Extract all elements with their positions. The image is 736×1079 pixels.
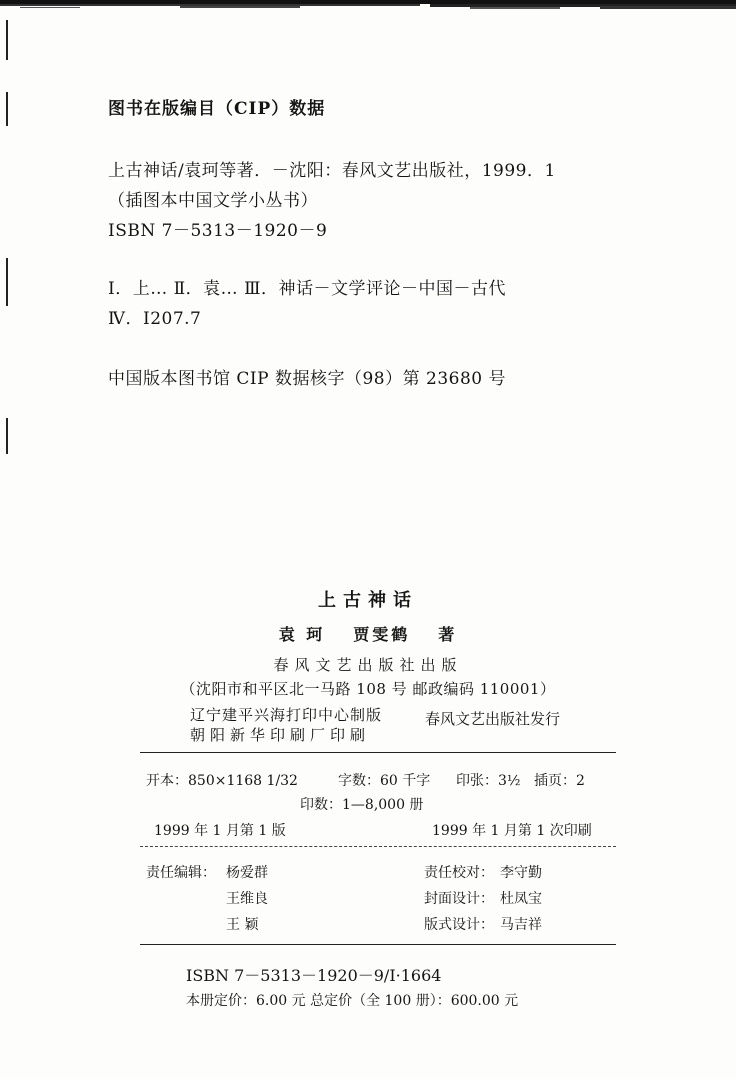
cip-series-line: （插图本中国文学小丛书） [108, 191, 318, 211]
proofreader-label: 责任校对： [424, 865, 494, 881]
scan-edge-mark [6, 258, 8, 306]
cover-designer-name: 杜凤宝 [500, 891, 542, 907]
scan-edge-mark [6, 20, 8, 60]
scan-edge-artifact [0, 0, 736, 16]
distributor-line: 春风文艺出版社发行 [425, 710, 561, 728]
cip-isbn-line: ISBN 7－5313－1920－9 [108, 221, 328, 241]
cover-designer-label: 封面设计： [424, 891, 494, 907]
cip-subject-line: Ⅰ．上… Ⅱ．袁… Ⅲ．神话－文学评论－中国－古代 [108, 279, 506, 299]
footer-price: 本册定价：6.00 元 总定价（全 100 册）：600.00 元 [186, 993, 519, 1009]
divider-rule [140, 846, 616, 847]
spec-print-run: 印数：1—8,000 册 [300, 797, 424, 813]
editor-name: 王 颖 [226, 917, 259, 933]
footer-isbn: ISBN 7－5313－1920－9/I·1664 [186, 966, 442, 985]
layout-designer-label: 版式设计： [424, 917, 494, 933]
scan-edge-mark [6, 92, 8, 126]
publisher-address: （沈阳市和平区北一马路 108 号 邮政编码 110001） [180, 680, 556, 698]
editor-label: 责任编辑： [146, 865, 216, 881]
editor-name: 杨爱群 [226, 865, 268, 881]
printer-line: 朝阳新华印刷厂印刷 [190, 726, 371, 744]
divider-rule [140, 752, 616, 753]
scan-edge-mark [6, 418, 8, 454]
typesetter-line: 辽宁建平兴海打印中心制版 [190, 706, 383, 724]
divider-rule [140, 944, 616, 945]
cip-classification-line: Ⅳ．I207.7 [108, 309, 202, 329]
publisher-line: 春风文艺出版社出版 [273, 656, 463, 674]
spec-printing: 1999 年 1 月第 1 次印刷 [432, 823, 592, 839]
spec-format: 开本：850×1168 1/32 [146, 773, 298, 789]
cip-verification-line: 中国版本图书馆 CIP 数据核字（98）第 23680 号 [108, 369, 506, 389]
author-name: 贾雯鹤 [353, 625, 411, 644]
author-role: 著 [438, 625, 458, 644]
spec-word-count: 字数：60 千字 [338, 773, 431, 789]
spec-sheets: 印张：3½ [456, 773, 521, 789]
cip-heading: 图书在版编目（CIP）数据 [108, 99, 326, 119]
author-name: 袁 珂 [278, 625, 326, 644]
spec-edition: 1999 年 1 月第 1 版 [154, 823, 286, 839]
book-authors [0, 622, 736, 645]
spec-plates: 插页：2 [534, 773, 585, 789]
cip-bibliographic-line: 上古神话/袁珂等著．－沈阳：春风文艺出版社，1999．1 [108, 161, 556, 181]
editor-name: 王维良 [226, 891, 268, 907]
layout-designer-name: 马吉祥 [500, 917, 542, 933]
book-title: 上古神话 [318, 590, 418, 611]
proofreader-name: 李守勤 [500, 865, 542, 881]
